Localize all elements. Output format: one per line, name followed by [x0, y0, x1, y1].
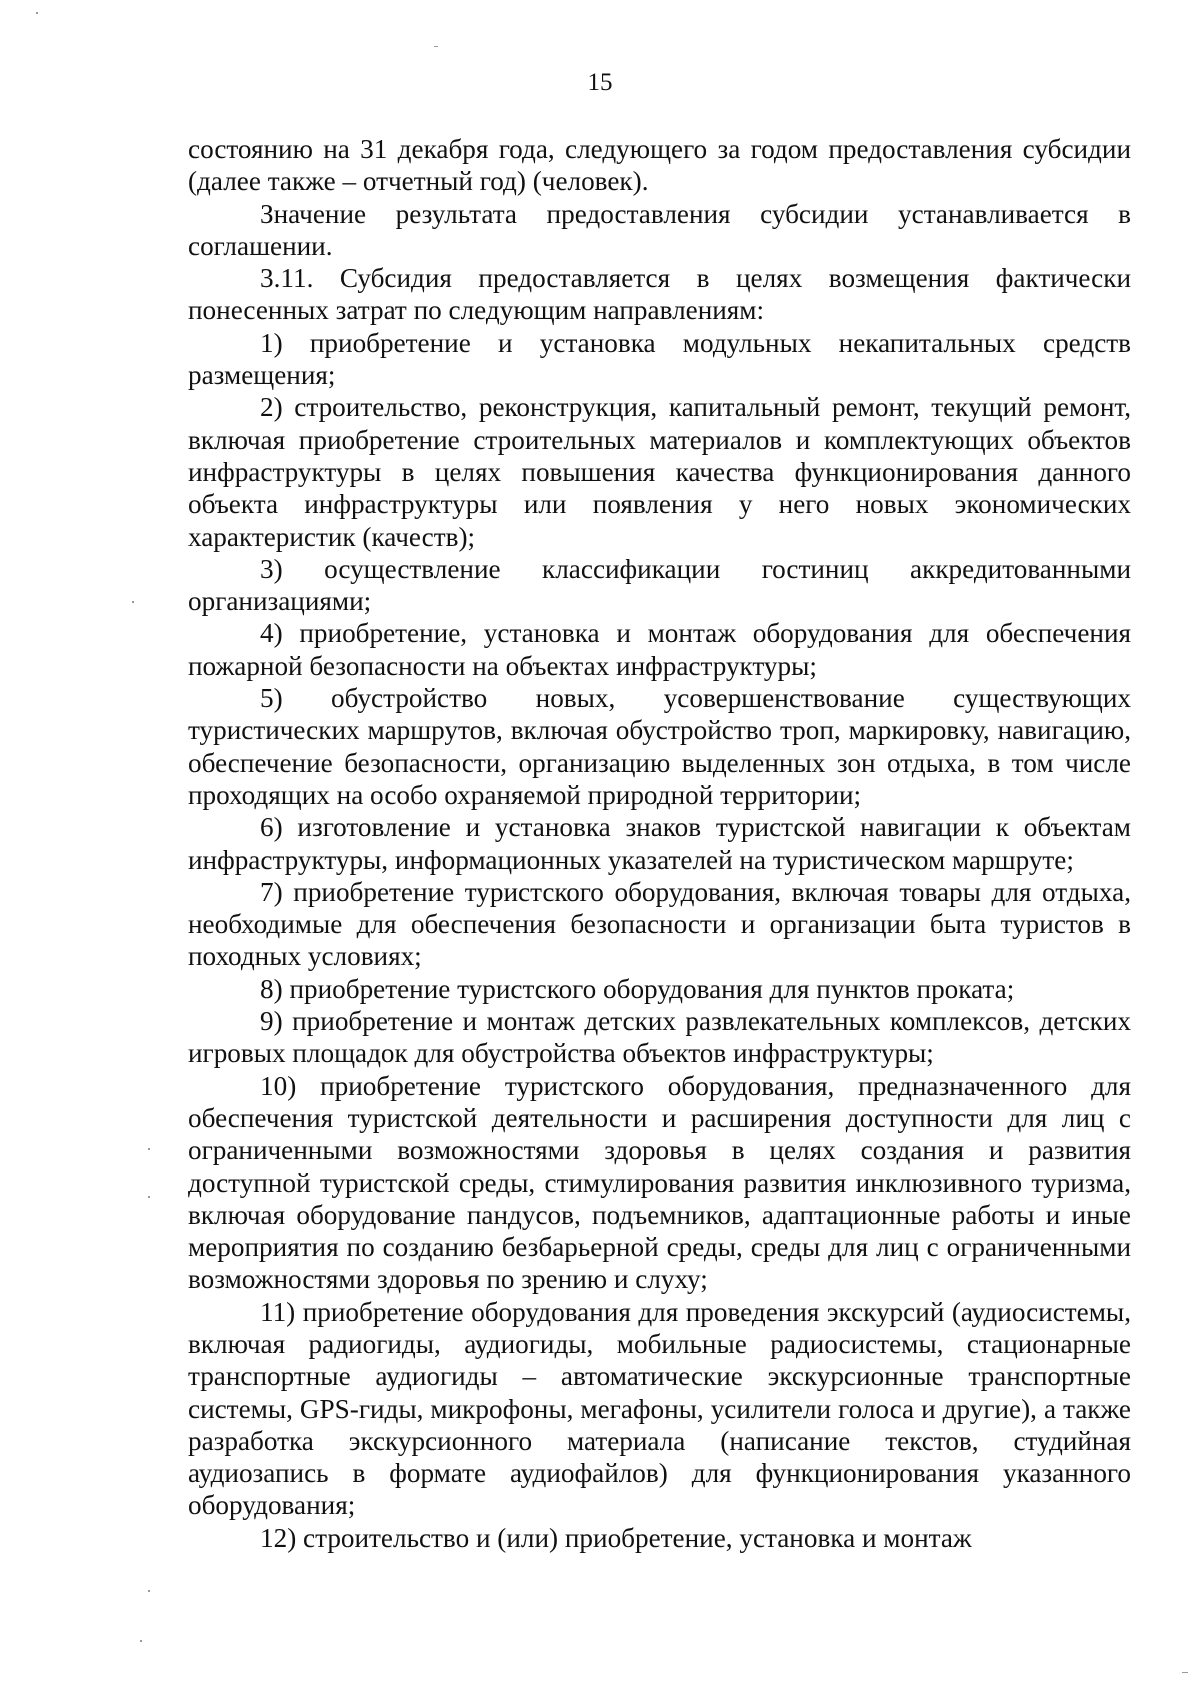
- list-item-1: 1) приобретение и установка модульных некапитальных средств размещения;: [188, 327, 1131, 391]
- paragraph-clause-3-11: 3.11. Субсидия предоставляется в целях возмещения фактически понесенных затрат по следующим направлениям:: [188, 263, 1131, 326]
- scan-speck: [434, 46, 438, 47]
- list-item-6: 6) изготовление и установка знаков туристской навигации к объектам инфраструктуры, информационных указателей на туристическом маршруте;: [188, 812, 1131, 875]
- paragraph-continuation: состоянию на 31 декабря года, следующего за годом предоставления субсидии (далее также – отчетный год) (человек).: [188, 134, 1131, 197]
- document-body: [188, 133, 1131, 1554]
- list-item-8: 8) приобретение туристского оборудования для пунктов проката;: [260, 973, 1015, 1004]
- list-item-7: 7) приобретение туристского оборудования, включая товары для отдыха, необходимые для обеспечения безопасности и организации быта туристов в походных условиях;: [188, 876, 1131, 972]
- page-number: 15: [587, 69, 613, 96]
- scan-speck: [148, 1590, 150, 1592]
- list-item-4: 4) приобретение, установка и монтаж оборудования для обеспечения пожарной безопасности на объектах инфраструктуры;: [188, 618, 1131, 681]
- list-item-9: 9) приобретение и монтаж детских развлекательных комплексов, детских игровых площадок для обустройства объектов инфраструктуры;: [188, 1006, 1131, 1069]
- list-item-10: 10) приобретение туристского оборудования, предназначенного для обеспечения туристской деятельности и расширения доступности для лиц с ограниченными возможностями здоровья в целях создания и развития доступной туристской среды, стимулирования развития инклюзивного туризма, включая оборудование пандусов, подъемников, адаптационные работы и иные мероприятия по созданию безбарьерной среды, среды для лиц с ограниченными возможностями здоровья по зрению и слуху;: [188, 1070, 1131, 1295]
- list-item-5: 5) обустройство новых, усовершенствование существующих туристических маршрутов, включая обустройство троп, маркировку, навигацию, обеспечение безопасности, организацию выделенных зон отдыха, в том числе проходящих на особо охраняемой природной территории;: [188, 683, 1131, 810]
- scan-speck: [148, 1196, 150, 1198]
- paragraph-result-value: Значение результата предоставления субсидии устанавливается в соглашении.: [188, 198, 1131, 261]
- list-item-11: 11) приобретение оборудования для проведения экскурсий (аудиосистемы, включая радиогиды, аудиогиды, мобильные радиосистемы, стационарные транспортные аудиогиды – автоматические экскурсионные транспортные системы, GPS-гиды, микрофоны, мегафоны, усилители голоса и другие), а также разработка экскурсионного материала (написание текстов, студийная аудиозапись в формате аудиофайлов) для функционирования указанного оборудования;: [188, 1296, 1131, 1521]
- scan-speck: [132, 601, 134, 603]
- scan-speck: [36, 12, 38, 14]
- list-item-12: 12) строительство и (или) приобретение, установка и монтаж: [260, 1522, 972, 1553]
- scan-speck: [148, 1148, 150, 1150]
- list-item-3: 3) осуществление классификации гостиниц аккредитованными организациями;: [188, 553, 1131, 617]
- scan-speck: [140, 1640, 142, 1642]
- list-item-2: 2) строительство, реконструкция, капитальный ремонт, текущий ремонт, включая приобретение строительных материалов и комплектующих объектов инфраструктуры в целях повышения качества функционирования данного объекта инфраструктуры или появления у него новых экономических характеристик (качеств);: [188, 392, 1131, 552]
- scan-speck: [1182, 1672, 1188, 1673]
